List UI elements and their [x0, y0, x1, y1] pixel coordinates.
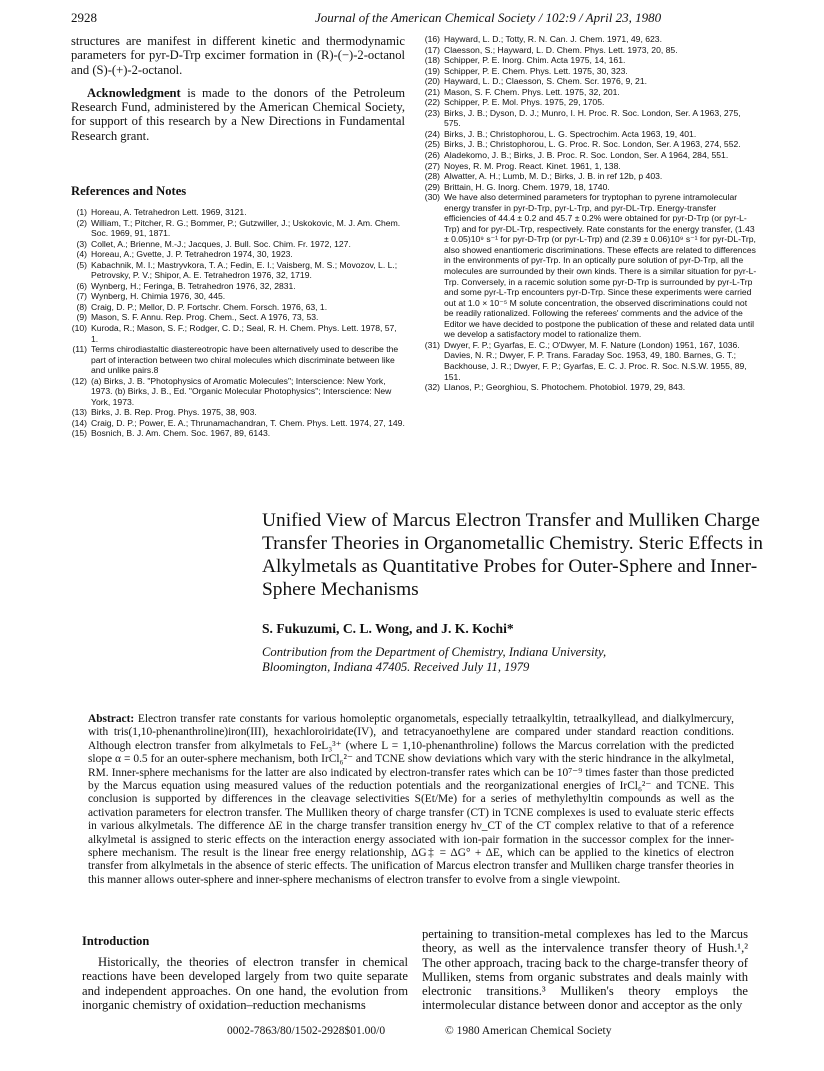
reference-number: (20)	[424, 76, 440, 87]
reference-number: (31)	[424, 339, 440, 350]
reference-number: (2)	[76, 217, 87, 228]
reference-number: (10)	[71, 323, 87, 334]
reference-number: (7)	[76, 291, 87, 302]
reference-number: (30)	[424, 192, 440, 203]
reference-item	[63, 312, 405, 323]
reference-text: Noyes, R. M. Prog. React. Kinet. 1961, 1, 138.	[444, 160, 621, 171]
reference-text: Brittain, H. G. Inorg. Chem. 1979, 18, 1740.	[444, 181, 610, 192]
acknowledgment-text: is made to the donors of the Petroleum Research Fund, administered by the American Chemical Society, for support of this research by a New Directions in Fundamental Research grant.	[71, 85, 405, 143]
reference-item	[63, 407, 405, 418]
reference-text: Birks, J. B. Rep. Prog. Phys. 1975, 38, 903.	[91, 407, 257, 418]
reference-item	[416, 182, 758, 193]
reference-item	[416, 171, 758, 182]
reference-item	[63, 249, 405, 260]
reference-number: (4)	[76, 249, 87, 260]
introduction-heading: Introduction	[82, 934, 150, 948]
reference-number: (27)	[424, 160, 440, 171]
reference-number: (21)	[424, 86, 440, 97]
reference-item	[416, 192, 758, 340]
reference-text: William, T.; Pitcher, R. G.; Bommer, P.; Gutzwiller, J.; Uskokovic, M. J. Am. Chem. Soc. 1969, 91, 1871.	[91, 217, 401, 239]
footer-copyright: © 1980 American Chemical Society	[445, 1025, 612, 1037]
reference-item	[63, 207, 405, 218]
affiliation-line-1: Contribution from the Department of Chemistry, Indiana University,	[262, 645, 607, 659]
reference-number: (32)	[424, 382, 440, 393]
reference-number: (18)	[424, 55, 440, 66]
reference-number: (13)	[71, 407, 87, 418]
reference-text: Craig, D. P.; Power, E. A.; Thrunamachandran, T. Chem. Phys. Lett. 1974, 27, 149.	[91, 417, 405, 428]
reference-number: (28)	[424, 171, 440, 182]
reference-text: Birks, J. B.; Christophorou, L. G. Proc. R. Soc. London, Ser. A 1963, 274, 552.	[444, 139, 741, 150]
reference-text: Kuroda, R.; Mason, S. F.; Rodger, C. D.; Seal, R. H. Chem. Phys. Lett. 1978, 57, 1.	[91, 323, 397, 344]
reference-text: Horeau, A. Tetrahedron Lett. 1969, 3121.	[91, 207, 247, 217]
reference-item	[416, 382, 758, 393]
reference-number: (1)	[76, 207, 87, 217]
reference-item	[416, 55, 758, 66]
reference-text: Aladekomo, J. B.; Birks, J. B. Proc. R. Soc. London, Ser. A 1964, 284, 551.	[444, 150, 729, 161]
reference-number: (22)	[424, 97, 440, 108]
abstract-text: Electron transfer rate constants for various homoleptic organometals, especially tetraalkyltin, tetraalkyllead, and dialkylmercury, with tris(1,10-phenanthroline)iron(III), hexachloroiridate(IV), and tetracyanoethylene are compared under standard reaction conditions. Although electron transfer from alkylmetals to FeL₃³⁺ (where L = 1,10-phenanthroline) follows the Marcus correlation with the predicted slope α = 0.5 for an outer-sphere mechanism, both IrCl₆²⁻ and TCNE show deviations which vary with the steric hindrance in the alkylmetal, RM. Inner-sphere mechanisms for the latter are also indicated by electron-transfer rates which can be 10⁷⁻⁹ times faster than those predicted by the Marcus equation using measured values of the reduction potentials and the reorganizational energies of IrCl₆²⁻ and TCNE. This conclusion is supported by differences in the cleavage selectivities S(Et/Me) for a series of methylethyltin compounds as well as the activation parameters for electron transfer. The Mulliken theory of charge transfer (CT) in TCNE complexes is used to evaluate steric effects in various alkylmetals. The difference ΔE in the charge transfer transition energy hν_CT of the CT complex relative to that of a reference alkylmetal is assigned to steric effects on the interaction energy associated with ion-pair formation in the successor complex for the inner-sphere mechanism. The result is the linear free energy relationship, ΔG‡ = ΔG° + ΔE, which can be applied to the kinetics of electron transfer from alkylmetals in the absence of steric effects. The unification of Marcus electron transfer and Mulliken charge transfer theories in this manner allows outer-sphere and inner-sphere mechanisms of electron transfer to evolve from a single viewpoint.	[88, 713, 734, 886]
introduction-right-text: pertaining to transition-metal complexes has led to the Marcus theory, as well as the intervalence transfer theory of Hush.¹,² The other approach, tracing back to the charge-transfer theory of Mulliken, stems from organic substrates and deals mainly with electronic transitions.³ Mulliken's theory employs the intermolecular distance between donor and acceptor as the only	[422, 927, 748, 1013]
reference-text: Wynberg, H. Chimia 1976, 30, 445.	[91, 291, 226, 302]
reference-number: (24)	[424, 128, 440, 139]
reference-number: (5)	[76, 259, 87, 270]
reference-item	[63, 281, 405, 292]
reference-text: Collet, A.; Brienne, M.-J.; Jacques, J. Bull. Soc. Chim. Fr. 1972, 127.	[91, 238, 351, 249]
reference-text: Hayward, L. D.; Claesson, S. Chem. Scr. 1976, 9, 21.	[444, 76, 648, 87]
reference-item	[416, 66, 758, 77]
reference-text: Schipper, P. E. Inorg. Chim. Acta 1975, 14, 161.	[444, 55, 626, 66]
reference-number: (29)	[424, 181, 440, 192]
reference-text: Hayward, L. D.; Totty, R. N. Can. J. Chem. 1971, 49, 623.	[444, 34, 662, 44]
reference-item	[416, 108, 758, 129]
reference-number: (15)	[71, 428, 87, 439]
reference-item	[63, 344, 405, 376]
reference-text: Birks, J. B.; Dyson, D. J.; Munro, I. H. Proc. R. Soc. London, Ser. A 1963, 275, 575.	[444, 107, 741, 129]
reference-text: (a) Birks, J. B. "Photophysics of Aromatic Molecules"; Interscience: New York, 1973. (b) Birks, J. B., Ed. "Organic Molecular Photophysics"; Interscience: New York, 1973.	[91, 375, 392, 407]
reference-number: (16)	[424, 34, 440, 44]
reference-item	[63, 376, 405, 408]
article-authors: S. Fukuzumi, C. L. Wong, and J. K. Kochi*	[262, 621, 514, 636]
reference-number: (23)	[424, 107, 440, 118]
reference-number: (3)	[76, 238, 87, 249]
reference-item	[416, 34, 758, 45]
reference-text: Craig, D. P.; Mellor, D. P. Fortschr. Chem. Forsch. 1976, 63, 1.	[91, 301, 328, 312]
reference-text: Schipper, P. E. Mol. Phys. 1975, 29, 1705.	[444, 97, 605, 108]
reference-item	[416, 76, 758, 87]
left-column-text	[71, 34, 405, 143]
reference-text: Claesson, S.; Hayward, L. D. Chem. Phys. Lett. 1973, 20, 85.	[444, 44, 678, 55]
reference-number: (8)	[76, 301, 87, 312]
reference-text: Mason, S. F. Annu. Rep. Prog. Chem., Sect. A 1976, 73, 53.	[91, 312, 319, 323]
reference-item	[416, 150, 758, 161]
reference-number: (6)	[76, 280, 87, 291]
reference-number: (14)	[71, 417, 87, 428]
acknowledgment-label: Acknowledgment	[87, 85, 181, 100]
reference-item	[416, 97, 758, 108]
reference-text: Bosnich, B. J. Am. Chem. Soc. 1967, 89, 6143.	[91, 428, 271, 439]
abstract	[88, 713, 734, 887]
reference-item	[416, 139, 758, 150]
reference-text: Birks, J. B.; Christophorou, L. G. Spectrochim. Acta 1963, 19, 401.	[444, 128, 697, 139]
article-title: Unified View of Marcus Electron Transfer and Mulliken Charge Transfer Theories in Organometallic Chemistry. Steric Effects in Alkylmetals as Quantitative Probes for Outer-Sphere and Inner-Sphere Mechanisms	[262, 510, 763, 600]
references-left	[63, 207, 405, 439]
reference-text: We have also determined parameters for tryptophan to pyrene intramolecular energy transfer in pyr-D-Trp, pyr-L-Trp, and pyr-DL-Trp. Energy-transfer efficiencies of 44.4 ± 0.2 and 45.7 ± 0.2% were obtained for pyr-D-Trp (or pyr-L-Trp) and for pyr-DL-Trp, respectively. Rate constants for the energy transfer, (1.43 ± 0.05)10⁹ s⁻¹ for pyr-D-Trp (or pyr-L-Trp) and (2.39 ± 0.06)10⁹ s⁻¹ for pyr-DL-Trp, also showed enantiomeric discriminations. These effects are related to differences in the environments of pyr-Trp. In an optically pure solution of pyr-D-Trp, all the molecules are surrounded by their own kinds. There is a similar situation for pyr-L-Trp. Conversely, in a racemic solution some pyr-D-Trp is surrounded by pyr-L-Trp and some pyr-L-Trp encounters pyr-D-Trp. Since these experiments were carried out at 1.0 × 10⁻⁵ M solute concentration, the observed discriminations could not be readily rationalized. Following the referees' comments and the advice of the Editor we have decided to postpone the publication of these and related data until we develop a satisfactory model to rationalize them.	[444, 192, 757, 340]
reference-number: (9)	[76, 312, 87, 323]
footer-code: 0002-7863/80/1502-2928$01.00/0	[227, 1025, 386, 1037]
reference-item	[63, 428, 405, 439]
reference-item	[416, 129, 758, 140]
reference-number: (17)	[424, 44, 440, 55]
reference-item	[63, 302, 405, 313]
references-heading: References and Notes	[71, 184, 187, 198]
introduction-left-text: Historically, the theories of electron transfer in chemical reactions have been developed largely from two quite separate and independent approaches. On one hand, the evolution from inorganic chemistry of oxidation–reduction mechanisms	[82, 955, 408, 1012]
reference-item	[416, 45, 758, 56]
acknowledgment-paragraph	[71, 86, 405, 143]
reference-text: Kabachnik, M. I.; Mastryvkora, T. A.; Fedin, E. I.; Vaisberg, M. S.; Movozov, L. L.; Petrovsky, P. V.; Shipor, A. E. Tetrahedron 1976, 32, 1719.	[91, 259, 398, 281]
reference-item	[63, 291, 405, 302]
continuation-paragraph: structures are manifest in different kinetic and thermodynamic parameters for pyr-D-Trp excimer formation in (R)-(−)-2-octanol and (S)-(+)-2-octanol.	[71, 34, 405, 77]
reference-item	[416, 87, 758, 98]
journal-header: Journal of the American Chemical Society / 102:9 / April 23, 1980	[315, 10, 662, 25]
reference-number: (25)	[424, 139, 440, 150]
reference-item	[63, 418, 405, 429]
reference-number: (12)	[71, 375, 87, 386]
reference-text: Mason, S. F. Chem. Phys. Lett. 1975, 32, 201.	[444, 86, 620, 97]
reference-item	[63, 218, 405, 239]
reference-item	[63, 260, 405, 281]
reference-text: Llanos, P.; Georghiou, S. Photochem. Photobiol. 1979, 29, 843.	[444, 382, 686, 393]
affiliation-line-2: Bloomington, Indiana 47405. Received July 11, 1979	[262, 660, 530, 674]
references-right	[416, 34, 758, 393]
reference-number: (19)	[424, 65, 440, 76]
reference-item	[63, 239, 405, 250]
reference-item	[63, 323, 405, 344]
affiliation	[262, 645, 782, 675]
reference-text: Horeau, A.; Gvette, J. P. Tetrahedron 1974, 30, 1923.	[91, 249, 293, 260]
reference-text: Terms chirodiastaltic diastereotropic have been alternatively used to describe the part of interaction between two chiral molecules which discriminate between like and unlike pairs.8	[91, 344, 399, 376]
reference-text: Dwyer, F. P.; Gyarfas, E. C.; O'Dwyer, M. F. Nature (London) 1951, 167, 1036. Davies, N. R.; Dwyer, F. P. Trans. Faraday Soc. 1953, 49, 180. Barnes, G. T.; Backhouse, J. R.; Dwyer, F. P.; Gyarfas, E. C. J. Proc. R. Soc. N.S.W. 1955, 89, 151.	[444, 339, 747, 382]
reference-item	[416, 161, 758, 172]
reference-number: (11)	[72, 344, 87, 355]
reference-text: Schipper, P. E. Chem. Phys. Lett. 1975, 30, 323.	[444, 65, 628, 76]
reference-number: (26)	[424, 150, 440, 161]
page-number: 2928	[71, 10, 97, 25]
abstract-label: Abstract:	[88, 713, 135, 725]
reference-text: Alwatter, A. H.; Lumb, M. D.; Birks, J. B. in ref 12b, p 403.	[444, 171, 663, 182]
reference-text: Wynberg, H.; Feringa, B. Tetrahedron 1976, 32, 2831.	[91, 280, 296, 291]
reference-item	[416, 340, 758, 382]
